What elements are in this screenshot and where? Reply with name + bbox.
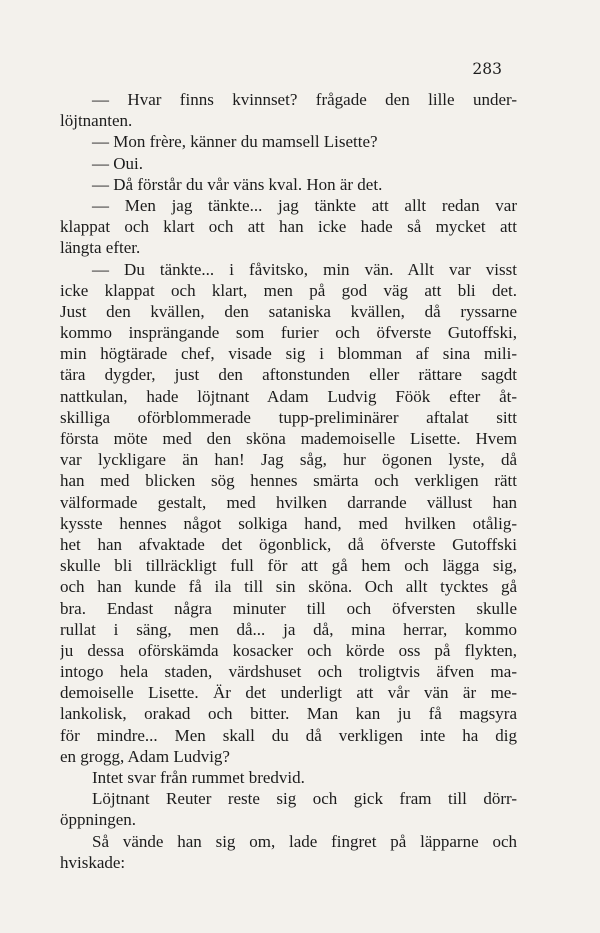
text-line: och han kunde få ila till sin sköna. Och allt tycktes gå <box>60 577 517 597</box>
text-line: Så vände han sig om, lade fingret på läpparne och <box>92 831 517 851</box>
text-line: kysste hennes något solkiga hand, med hvilken otålig- <box>60 513 517 533</box>
text-line: icke klappat och klart, men på god väg att bli det. <box>60 280 517 300</box>
text-line: min högtärade chef, visade sig i blomman af sina mili- <box>60 344 517 364</box>
text-line: kommo insprängande som furier och öfverste Gutoffski, <box>60 323 517 343</box>
text-line: skulle bli tillräckligt full för att gå hem och lägga sig, <box>60 556 517 576</box>
text-line: — Du tänkte... i fåvitsko, min vän. Allt var visst <box>92 259 517 279</box>
text-line: demoiselle Lisette. Är det underligt att vår vän är me- <box>60 683 517 703</box>
text-line: ju dessa oförskämda kosacker och körde oss på flykten, <box>60 640 517 660</box>
text-line: — Mon frère, känner du mamsell Lisette? <box>92 132 378 152</box>
text-line: skilliga oförblommerade tupp-preliminärer aftalat sitt <box>60 407 517 427</box>
text-line: rullat i säng, men då... ja då, mina herrar, kommo <box>60 619 517 639</box>
text-line: längta efter. <box>60 238 141 258</box>
text-line: var lyckligare än han! Jag såg, hur ögonen lyste, då <box>60 450 517 470</box>
text-line: tära dygder, just den aftonstunden eller rättare sagdt <box>60 365 517 385</box>
text-line: Just den kvällen, den sataniska kvällen, då ryssarne <box>60 301 517 321</box>
text-line: välformade gestalt, med hvilken darrande vällust han <box>60 492 517 512</box>
text-line: lankolisk, orakad och bitter. Man kan ju få magsyra <box>60 704 517 724</box>
text-line: klappat och klart och att han icke hade så mycket att <box>60 217 517 237</box>
text-line: bra. Endast några minuter till och öfversten skulle <box>60 598 517 618</box>
text-line: — Hvar finns kvinnset? frågade den lille under- <box>92 90 517 109</box>
text-line: för mindre... Men skall du då verkligen inte ha dig <box>60 725 517 745</box>
text-line: han med blicken sög hennes smärta och verkligen rätt <box>60 471 517 491</box>
body-text <box>60 89 517 873</box>
text-line: het han afvaktade det ögonblick, då öfverste Gutoffski <box>60 534 517 554</box>
text-line: Intet svar från rummet bredvid. <box>92 768 305 787</box>
text-line: öppningen. <box>60 810 137 830</box>
text-line: första möte med den sköna mademoiselle Lisette. Hvem <box>60 429 517 448</box>
page-number: 283 <box>472 60 502 78</box>
text-line: Löjtnant Reuter reste sig och gick fram till dörr- <box>92 789 517 809</box>
text-line: — Oui. <box>92 153 143 173</box>
text-line: nattkulan, hade löjtnant Adam Ludvig Föök efter åt- <box>60 386 517 406</box>
text-line: en grogg, Adam Ludvig? <box>60 746 230 766</box>
text-line: intogo hela staden, värdshuset och troligtvis äfven ma- <box>60 662 517 682</box>
text-line: hviskade: <box>60 852 126 872</box>
text-line: löjtnanten. <box>60 111 133 131</box>
text-line: — Då förstår du vår väns kval. Hon är det. <box>92 174 383 194</box>
text-line: — Men jag tänkte... jag tänkte att allt redan var <box>92 195 517 215</box>
